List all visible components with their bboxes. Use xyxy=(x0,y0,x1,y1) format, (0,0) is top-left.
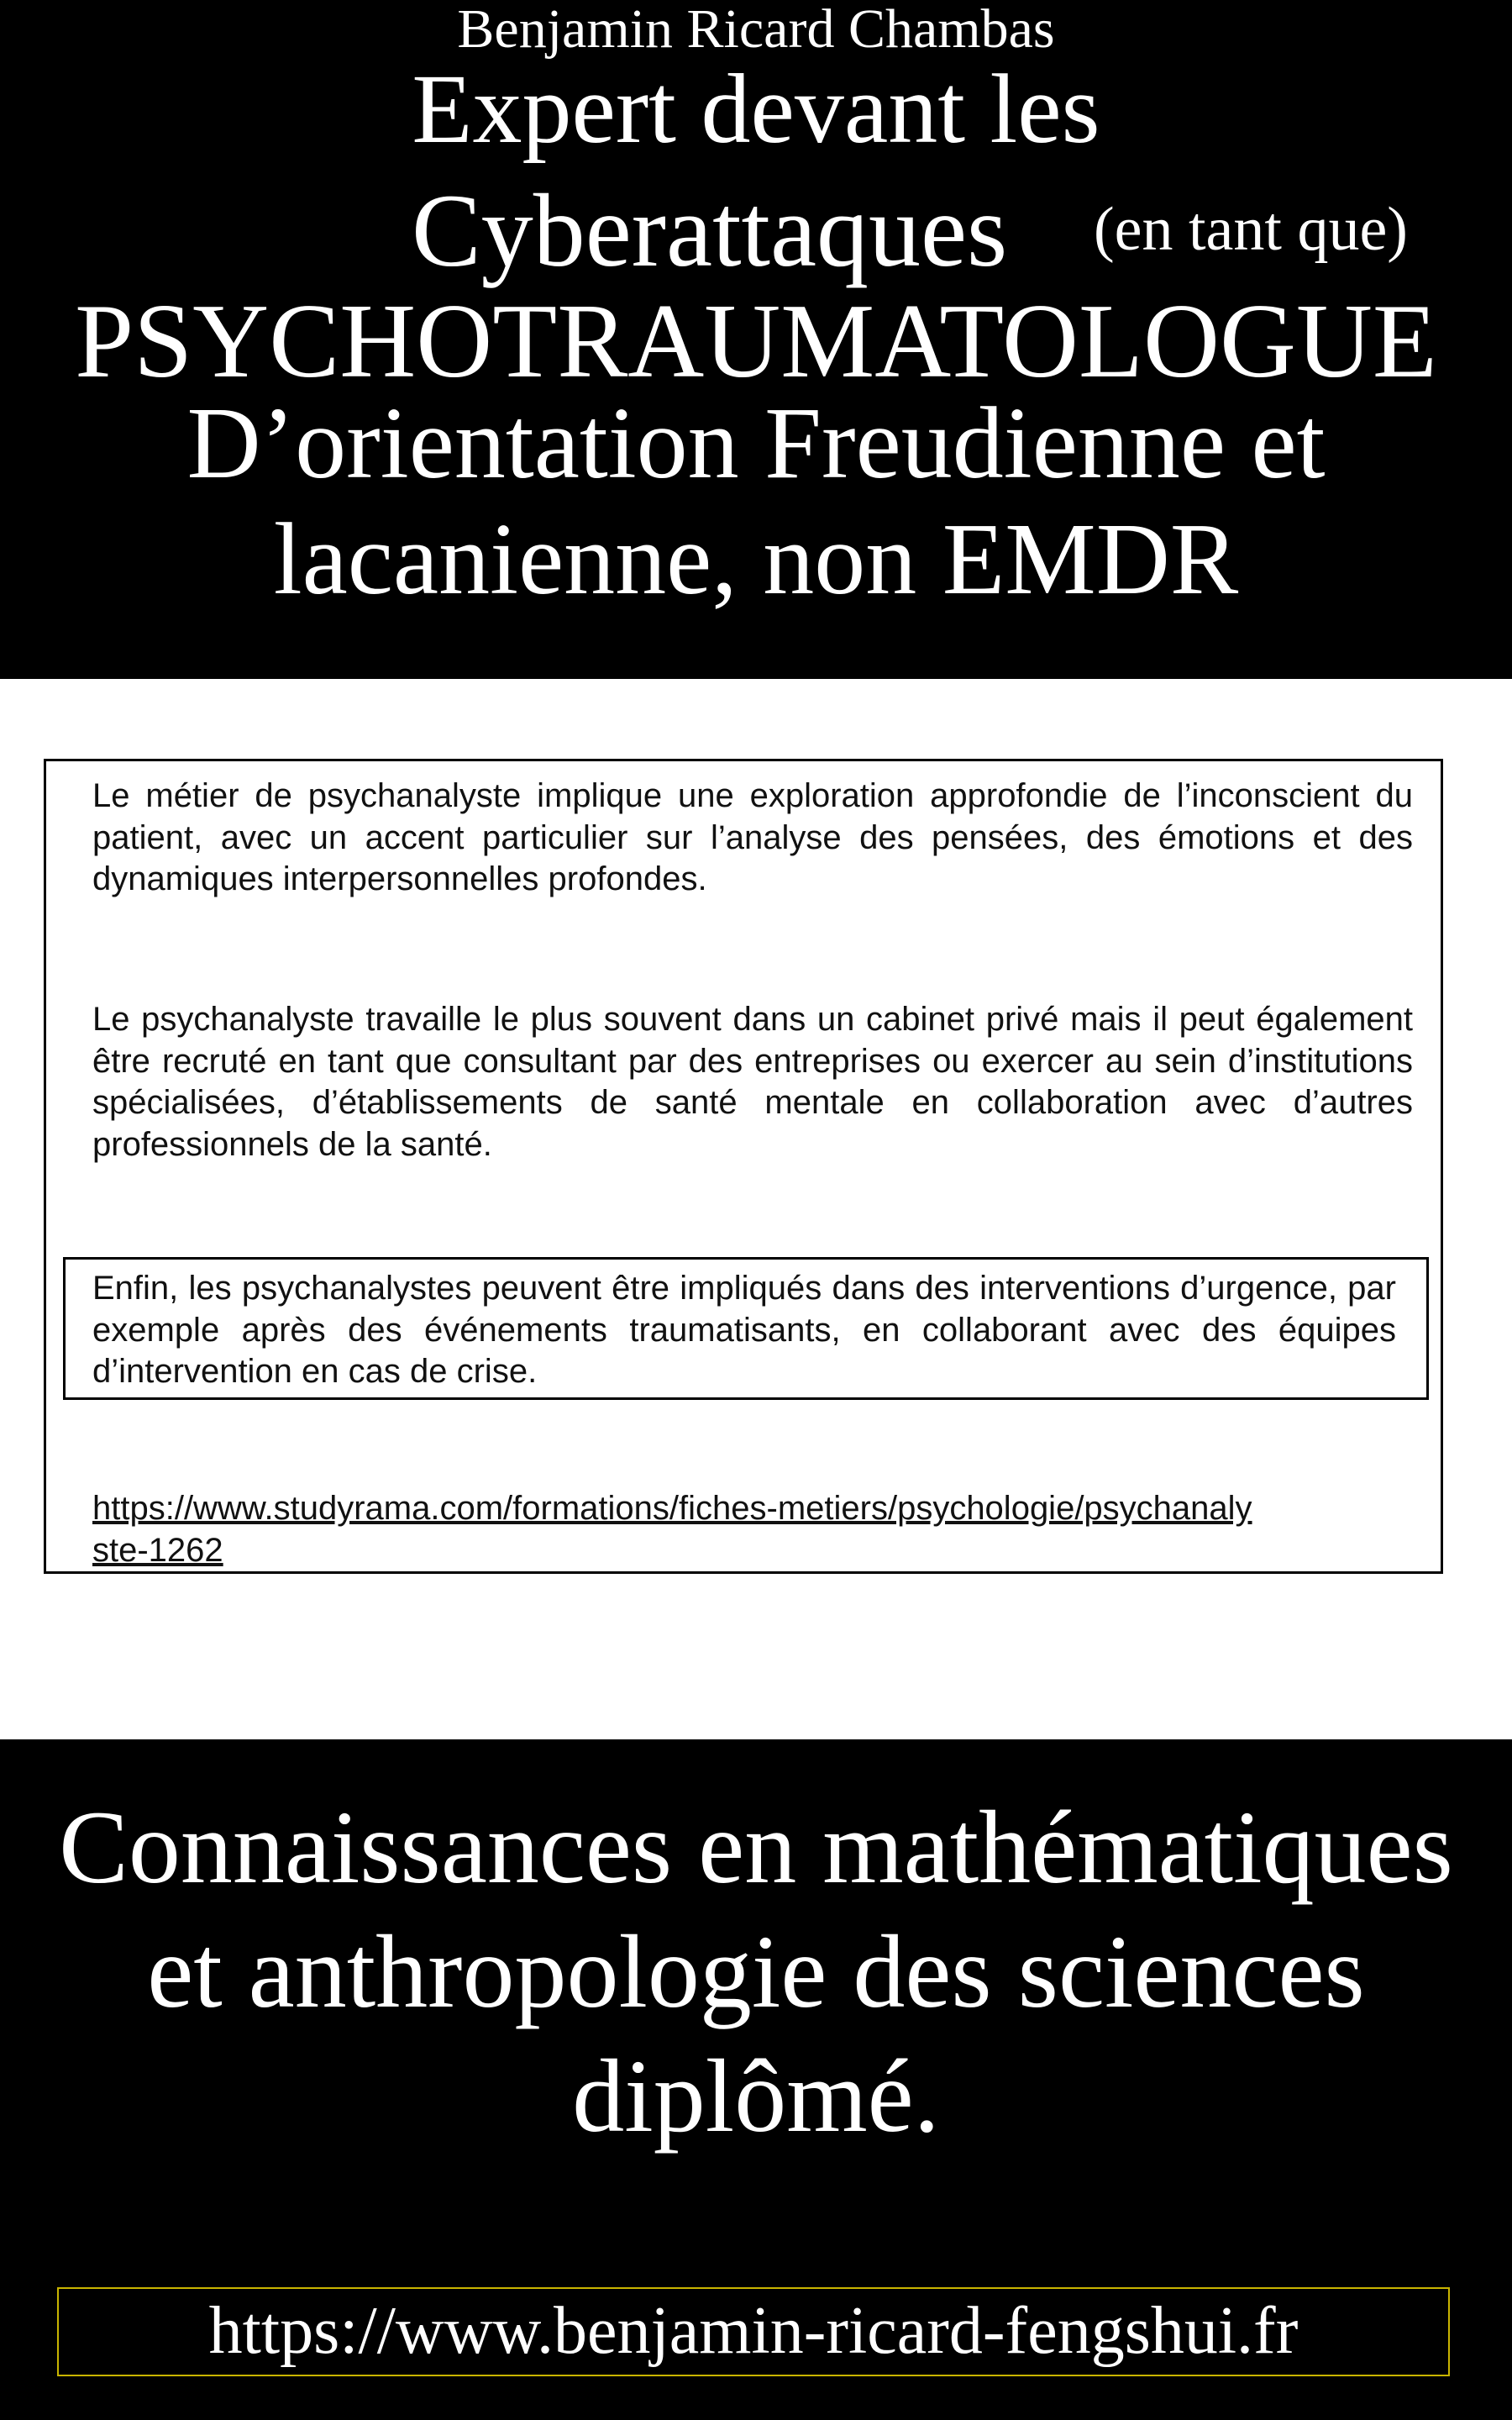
header-banner xyxy=(0,0,1512,679)
title-en-tant-que: (en tant que) xyxy=(1094,195,1408,264)
highlight-box xyxy=(63,1257,1429,1400)
author-name: Benjamin Ricard Chambas xyxy=(457,0,1055,60)
footer-banner xyxy=(0,1739,1512,2420)
title-line-4: D’orientation Freudienne et xyxy=(186,387,1326,500)
website-url[interactable]: https://www.benjamin-ricard-fengshui.fr xyxy=(57,2287,1450,2376)
qualifications-text xyxy=(0,1786,1512,2159)
paragraph-3: Enfin, les psychanalystes peuvent être impliqués dans des interventions d’urgence, par exemple après des événements traumatisants, en collaborant avec des équipes d’intervention en cas de crise. xyxy=(92,1270,1396,1390)
title-line-5: lacanienne, non EMDR xyxy=(273,502,1239,616)
paragraph-2: Le psychanalyste travaille le plus souvent dans un cabinet privé mais il peut également être recruté en tant que consultant par des entreprises ou exercer au sein d’institutions spécialisées, d’établissements de santé mentale en collaboration avec d’autres professionnels de la santé. xyxy=(92,1001,1413,1163)
title-cyberattaques: Cyberattaques xyxy=(412,173,1008,288)
qualifications-line-2: et anthropologie des sciences xyxy=(147,1914,1365,2029)
qualifications-line-1: Connaissances en mathématiques xyxy=(59,1790,1453,1905)
source-link[interactable]: https://www.studyrama.com/formations/fiches-metiers/psychologie/psychanalyste-1262 xyxy=(92,1490,1252,1569)
quote-box xyxy=(44,759,1443,1574)
content-panel xyxy=(0,679,1512,1739)
title-line-3: PSYCHOTRAUMATOLOGUE xyxy=(75,283,1437,400)
paragraph-1: Le métier de psychanalyste implique une exploration approfondie de l’inconscient du patient, avec un accent particulier sur l’analyse des pensées, des émotions et des dynamiques interpersonnelles profondes. xyxy=(92,777,1413,897)
qualifications-line-3: diplômé. xyxy=(572,2039,940,2154)
title-line-1: Expert devant les xyxy=(412,54,1100,164)
